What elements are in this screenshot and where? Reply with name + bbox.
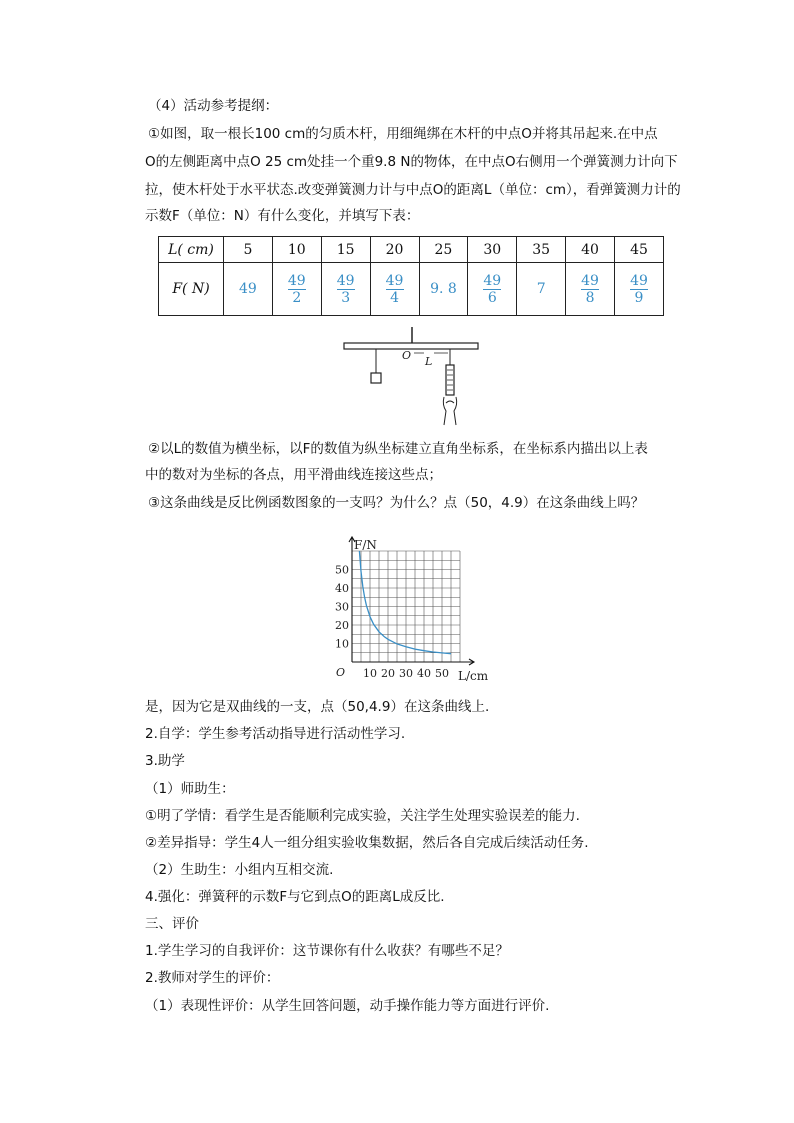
step1-text-line4: 示数F（单位：N）有什么变化，并填写下表： xyxy=(145,208,420,224)
label-l: L xyxy=(425,355,433,368)
table-cell-f xyxy=(370,263,419,316)
table-cell-f xyxy=(321,263,370,316)
y-tick-label: 30 xyxy=(335,600,349,614)
table-cell-f xyxy=(566,263,615,316)
table-cell-l: 35 xyxy=(517,237,566,263)
x-tick-label: 10 xyxy=(363,667,377,680)
table-cell-l: 30 xyxy=(468,237,517,263)
x-tick-label: 30 xyxy=(399,667,413,680)
step1-text-line3: 拉，使木杆处于水平状态.改变弹簧测力计与中点O的距离L（单位：cm），看弹簧测力计的 xyxy=(145,182,681,198)
chart-axes xyxy=(349,537,474,665)
table-cell-l: 45 xyxy=(615,237,664,263)
table-cell-f xyxy=(615,263,664,316)
lever-apparatus-diagram xyxy=(330,325,490,430)
pulling-hand xyxy=(443,397,456,425)
table-cell-l: 40 xyxy=(566,237,615,263)
fraction-numerator: 49 xyxy=(581,272,599,289)
teacher-assist-heading: （1）师助生： xyxy=(145,781,235,797)
table-cell-f: 49 xyxy=(224,263,273,316)
table-cell-f: 7 xyxy=(517,263,566,316)
step1-text-line2: O的左侧距离中点O 25 cm处挂一个重9.8 N的物体，在中点O右侧用一个弹簧测力计向下 xyxy=(145,154,678,170)
fraction-denominator: 2 xyxy=(292,289,302,306)
self-study-text: 2.自学：学生参考活动指导进行活动性学习. xyxy=(145,726,406,742)
table-row-l xyxy=(159,237,664,263)
table-row-f xyxy=(159,263,664,316)
x-tick-label: 50 xyxy=(435,667,449,680)
fraction-numerator: 49 xyxy=(287,272,306,289)
label-o: O xyxy=(402,349,412,362)
table-cell-f xyxy=(272,263,321,316)
y-tick-label: 10 xyxy=(335,637,349,651)
hanging-weight xyxy=(371,373,381,383)
fraction-denominator: 8 xyxy=(585,289,595,306)
table-cell-l: 15 xyxy=(321,237,370,263)
learning-status-text: ①明了学情：看学生是否能顺利完成实验，关注学生处理实验误差的能力. xyxy=(145,808,580,824)
table-cell-f xyxy=(468,263,517,316)
table-header-f: F( N) xyxy=(159,263,224,316)
differentiated-guidance-text: ②差异指导：学生4人一组分组实验收集数据，然后各自完成后续活动任务. xyxy=(145,835,589,851)
table-cell-f: 9. 8 xyxy=(419,263,468,316)
chart-grid xyxy=(352,551,460,662)
answer-text: 是，因为它是双曲线的一支，点（50,4.9）在这条曲线上. xyxy=(145,699,490,715)
step1-text-line1: ①如图，取一根长100 cm的匀质木杆，用细绳绑在木杆的中点O并将其吊起来.在中点 xyxy=(148,126,658,142)
table-header-l: L( cm) xyxy=(159,237,224,263)
fraction-denominator: 4 xyxy=(390,289,400,306)
fraction-numerator: 49 xyxy=(385,272,404,289)
chart-series-line xyxy=(359,551,451,654)
y-tick-label: 50 xyxy=(335,563,349,577)
table-cell-l: 25 xyxy=(419,237,468,263)
fraction-numerator: 49 xyxy=(336,272,355,289)
fraction-numerator: 49 xyxy=(630,272,648,289)
force-distance-table xyxy=(158,236,664,316)
fraction-numerator: 49 xyxy=(483,272,502,289)
x-tick-label: 20 xyxy=(381,667,395,680)
inverse-proportion-chart xyxy=(332,520,504,688)
fraction-denominator: 6 xyxy=(487,289,497,306)
table-cell-l: 20 xyxy=(370,237,419,263)
x-tick-label: 40 xyxy=(417,667,431,680)
reinforce-text: 4.强化：弹簧秤的示数F与它到点O的距离L成反比. xyxy=(145,889,445,905)
chart-ylabel: F/N xyxy=(354,538,377,552)
step3-text: ③这条曲线是反比例函数图象的一支吗？为什么？点（50，4.9）在这条曲线上吗？ xyxy=(148,495,645,511)
table-cell-l: 10 xyxy=(272,237,321,263)
activity-outline-heading: （4）活动参考提纲： xyxy=(148,98,279,114)
y-tick-label: 20 xyxy=(335,619,349,632)
teacher-evaluation-heading: 2.教师对学生的评价： xyxy=(145,970,280,986)
step2-text-line1: ②以L的数值为横坐标，以F的数值为纵坐标建立直角坐标系，在坐标系内描出以上表 xyxy=(148,441,648,457)
y-tick-label: 40 xyxy=(335,582,349,595)
performance-evaluation-text: （1）表现性评价：从学生回答问题，动手操作能力等方面进行评价. xyxy=(145,998,550,1014)
fraction-denominator: 3 xyxy=(341,289,351,306)
assist-heading: 3.助学 xyxy=(145,753,185,769)
chart-xlabel: L/cm xyxy=(458,669,489,683)
self-evaluation-text: 1.学生学习的自我评价：这节课你有什么收获？有哪些不足？ xyxy=(145,943,509,959)
table-cell-l: 5 xyxy=(224,237,273,263)
fraction-denominator: 9 xyxy=(634,289,644,306)
chart-origin-label: O xyxy=(336,666,346,679)
step2-text-line2: 中的数对为坐标的各点，用平滑曲线连接这些点； xyxy=(145,467,442,483)
peer-assist-text: （2）生助生：小组内互相交流. xyxy=(145,862,334,878)
evaluation-heading: 三、评价 xyxy=(145,916,199,932)
